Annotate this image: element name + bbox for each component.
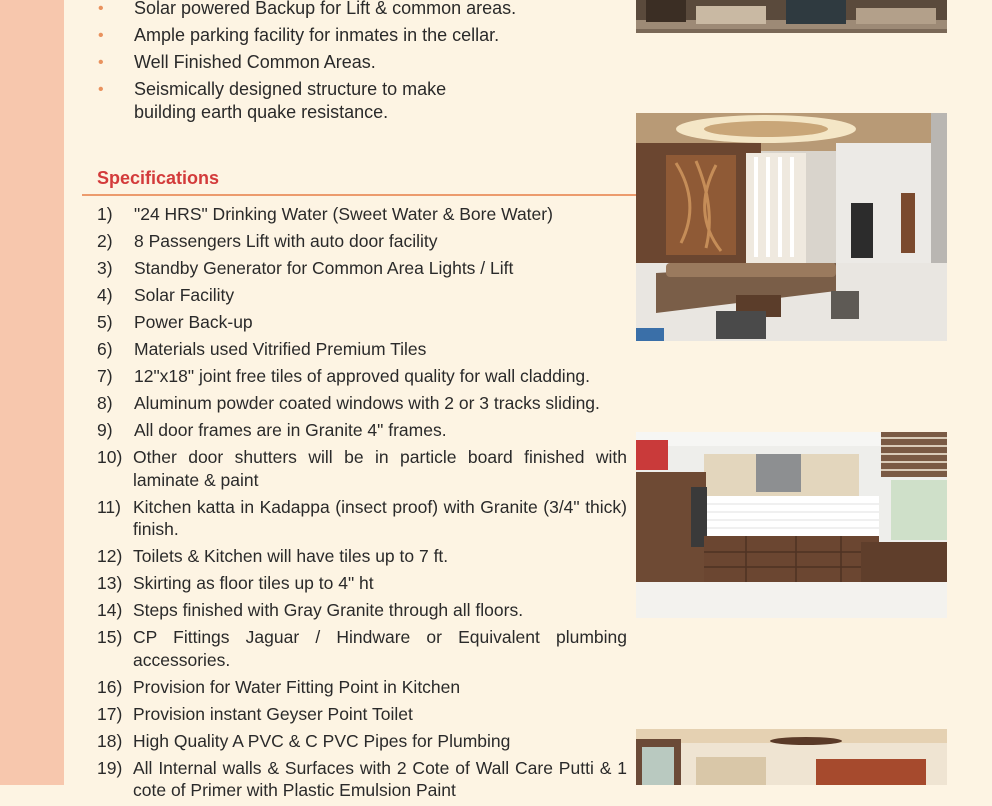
spec-item: 5) Power Back-up — [97, 312, 253, 332]
amenity-item: • Well Finished Common Areas. — [98, 52, 376, 72]
amenity-item: • Solar powered Backup for Lift & common areas. — [96, 0, 636, 20]
bullet-icon: • — [98, 81, 104, 98]
spec-item: 11) Kitchen katta in Kadappa (insect proof) with Granite (3/4" thick) finish. — [97, 496, 627, 539]
spec-item: 12) Toilets & Kitchen will have tiles up to 7 ft. — [97, 546, 449, 566]
heading-divider — [82, 194, 636, 196]
spec-item: 2) 8 Passengers Lift with auto door facility — [97, 231, 438, 251]
spec-item: 18) High Quality A PVC & C PVC Pipes for Plumbing — [97, 730, 511, 751]
spec-item: 15) CP Fittings Jaguar / Hindware or Equivalent plumbing accessories. — [97, 627, 627, 670]
kitchen-photo — [636, 432, 947, 618]
spec-item: 9) All door frames are in Granite 4" frames. — [97, 420, 447, 440]
spec-item: 14) Steps finished with Gray Granite through all floors. — [97, 600, 524, 620]
specifications-heading: Specifications — [97, 168, 220, 188]
specifications-list — [97, 203, 627, 806]
living-room-photo — [636, 113, 947, 341]
spec-item: 4) Solar Facility — [97, 285, 235, 305]
spec-item: 7) 12"x18" joint free tiles of approved quality for wall cladding. — [97, 366, 591, 386]
spec-item: 8) Aluminum powder coated windows with 2 or 3 tracks sliding. — [97, 393, 600, 413]
spec-item: 17) Provision instant Geyser Point Toilet — [97, 703, 413, 724]
left-color-strip — [0, 0, 64, 785]
amenities-list — [96, 0, 636, 124]
spec-item: 1) "24 HRS" Drinking Water (Sweet Water & Bore Water) — [97, 204, 553, 224]
spec-item: 3) Standby Generator for Common Area Lights / Lift — [97, 258, 514, 278]
spec-item: 10) Other door shutters will be in particle board finished with laminate & paint — [97, 447, 627, 490]
spec-item: 6) Materials used Vitrified Premium Tiles — [97, 339, 427, 359]
bedroom-photo-partial — [636, 729, 947, 785]
living-room-photo-partial — [636, 0, 947, 33]
spec-item: 13) Skirting as floor tiles up to 4" ht — [97, 573, 374, 593]
bullet-icon: • — [98, 27, 104, 44]
spec-item: 16) Provision for Water Fitting Point in Kitchen — [97, 676, 461, 697]
bullet-icon: • — [98, 0, 104, 17]
amenity-item: • Seismically designed structure to make building earth quake resistance. — [98, 79, 447, 122]
bullet-icon: • — [98, 54, 104, 71]
amenity-item: • Ample parking facility for inmates in the cellar. — [98, 25, 500, 45]
spec-item: 19) All Internal walls & Surfaces with 2 Cote of Wall Care Putti & 1 cote of Primer with Plastic Emulsion Paint — [97, 757, 627, 800]
